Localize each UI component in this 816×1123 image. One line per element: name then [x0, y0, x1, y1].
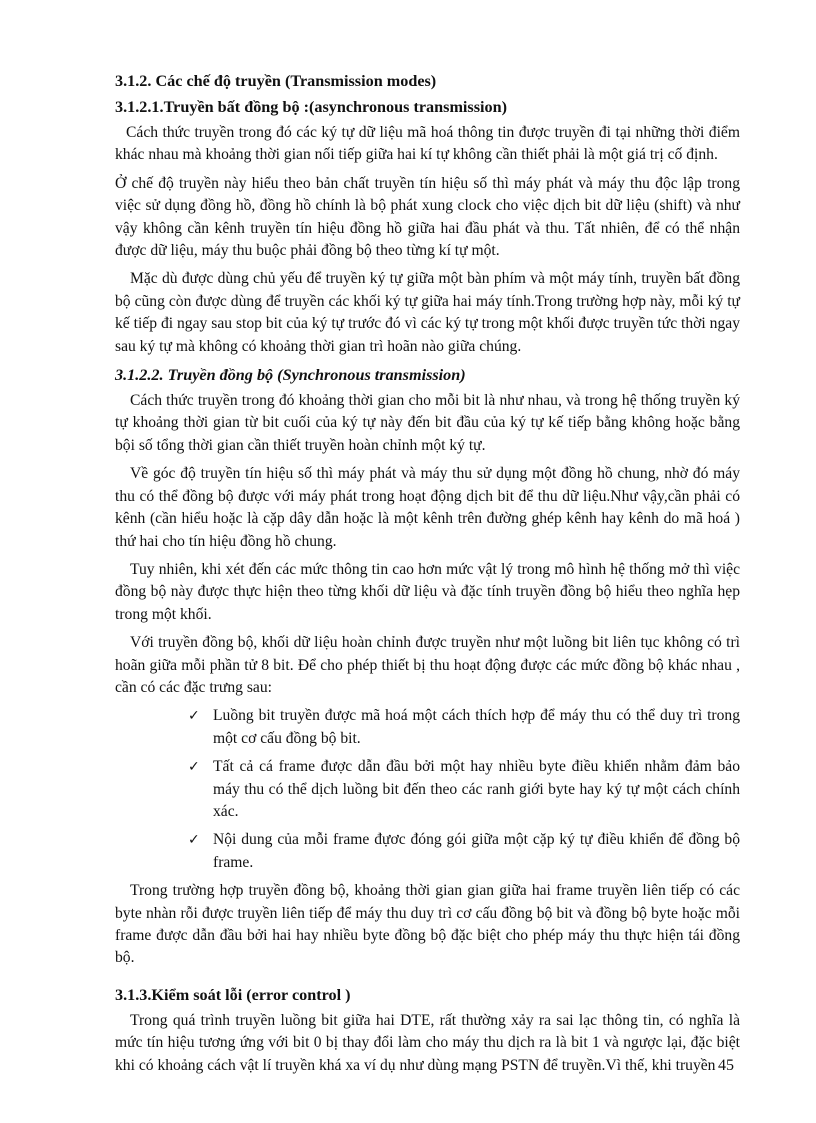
checkmark-icon: ✓ — [188, 832, 200, 849]
paragraph-sync-clock: Về góc độ truyền tín hiệu số thì máy phát và máy thu sử dụng một đồng hồ chung, nhờ đó máy thu có thể đồng bộ được với máy phát trong hoạt động dịch bit để thu dữ liệu.Như vậy,cần phải có kênh (cần hiểu hoặc là cặp dây dẫn hoặc là một kênh trên đường ghép kênh hay kênh do mã hoá ) thứ hai cho tín hiệu đồng hồ chung. — [115, 465, 740, 550]
paragraph-async-blocks: Mặc dù được dùng chủ yếu để truyền ký tự giữa một bàn phím và một máy tính, truyền bất đồng bộ cũng còn được dùng để truyền các khối ký tự giữa hai máy tính.Trong trường hợp này, mỗi ký tự kế tiếp đi ngay sau stop bit của ký tự trước đó vì các ký tự trong một khối được truyền tức thời ngay sau ký tự mà không có khoảng thời gian trì hoãn nào giữa chúng. — [115, 270, 740, 355]
paragraph-async-definition: Cách thức truyền trong đó các ký tự dữ liệu mã hoá thông tin được truyền đi tại những thời điểm khác nhau mà khoảng thời gian nối tiếp giữa hai kí tự không cần thiết phải là một giá trị cố định. — [115, 124, 740, 164]
page-number: 45 — [718, 1057, 734, 1074]
paragraph-error-control: Trong quá trình truyền luồng bit giữa hai DTE, rất thường xảy ra sai lạc thông tin, có nghĩa là mức tín hiệu tương ứng với bit 0 bị thay đổi làm cho máy thu dịch ra là bit 1 và ngược lại, đặc biệt khi có khoảng cách vật lí truyền khá xa ví dụ như dùng mạng PSTN để truyền.Vì thế, khi truyền — [115, 1011, 740, 1074]
checkmark-icon: ✓ — [188, 759, 200, 776]
paragraph-sync-features: Với truyền đồng bộ, khối dữ liệu hoàn chỉnh được truyền như một luồng bit liên tục không có trì hoãn giữa mỗi phần tử 8 bit. Để cho phép thiết bị thu hoạt động được các mức đồng bộ khác nhau , cần có các đặc trưng sau: — [115, 634, 740, 696]
paragraph-async-clock: Ở chế độ truyền này hiểu theo bản chất truyền tín hiệu số thì máy phát và máy thu độc lập trong việc sử dụng đồng hồ, đồng hồ chính là bộ phát xung clock cho việc dịch bit dữ liệu (shift) và như vậy không cần kênh truyền tín hiệu đồng hồ giữa hai đầu phát và thu. Tất nhiên, để có thể nhận được dữ liệu, máy thu buộc phải đồng bộ theo từng kí tự một. — [115, 174, 740, 260]
paragraph-sync-levels: Tuy nhiên, khi xét đến các mức thông tin cao hơn mức vật lý trong mô hình hệ thống mở thì việc đồng bộ này được thực hiện theo từng khối dữ liệu và đặc tính truyền đồng bộ hiểu theo nghĩa hẹp trong một khối. — [115, 560, 740, 623]
list-item — [115, 705, 740, 750]
section-heading-3-1-2-1: 3.1.2.1.Truyền bất đồng bộ :(asynchronous transmission) — [115, 98, 508, 116]
list-item-text: Luồng bit truyền được mã hoá một cách thích hợp để máy thu có thể duy trì trong một cơ cấu đồng bộ bit. — [213, 707, 740, 747]
list-item — [115, 756, 740, 823]
checkmark-icon: ✓ — [188, 708, 200, 725]
document-page — [115, 70, 740, 1083]
section-heading-3-1-2-2: 3.1.2.2. Truyền đồng bộ (Synchronous transmission) — [115, 366, 466, 385]
feature-list — [115, 705, 740, 874]
section-heading-3-1-3: 3.1.3.Kiểm soát lỗi (error control ) — [115, 985, 351, 1004]
list-item-text: Nội dung của mỗi frame đựơc đóng gói giữa một cặp ký tự điều khiển để đồng bộ frame. — [213, 831, 740, 871]
section-heading-3-1-2: 3.1.2. Các chế độ truyền (Transmission modes) — [115, 72, 437, 90]
paragraph-sync-definition: Cách thức truyền trong đó khoảng thời gian cho mỗi bit là như nhau, và trong hệ thống truyền ký tự khoảng thời gian từ bit cuối của ký tự này đến bit đầu của ký tự kế tiếp bằng không hoặc bằng bội số tổng thời gian cần thiết truyền hoàn chỉnh một ký tự. — [115, 392, 740, 454]
paragraph-sync-idle: Trong trường hợp truyền đồng bộ, khoảng thời gian gian giữa hai frame truyền liên tiếp có các byte nhàn rỗi được truyền liên tiếp để máy thu duy trì cơ cấu đồng bộ bit và đồng bộ byte hoặc mỗi frame được dẫn đầu bởi hai hay nhiều byte đồng bộ đặc biệt cho phép máy thu thực hiện tái đồng bộ. — [115, 882, 740, 967]
list-item-text: Tất cả cá frame được dẫn đầu bởi một hay nhiều byte điều khiển nhằm đảm bảo máy thu có thể dịch luồng bit đến theo các ranh giới byte hay ký tự một cách chính xác. — [213, 758, 740, 820]
list-item — [115, 829, 740, 874]
